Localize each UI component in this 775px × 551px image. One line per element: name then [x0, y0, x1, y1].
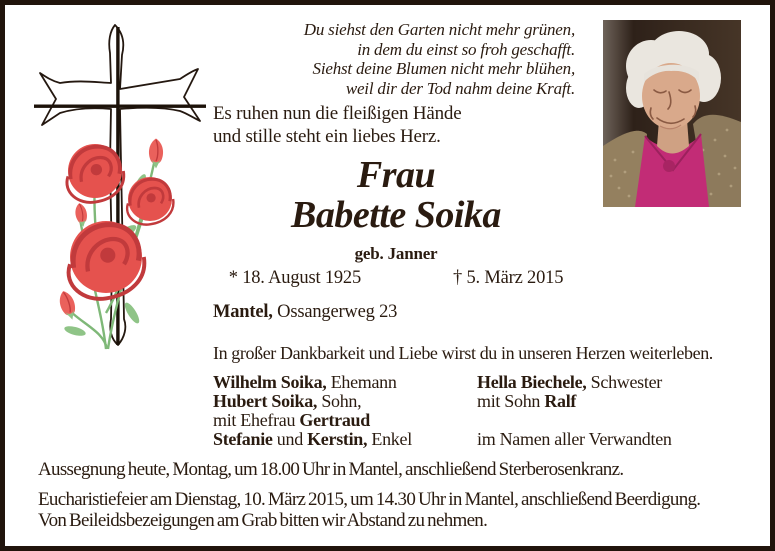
mourner-line: Wilhelm Soika, Ehemann	[213, 372, 397, 392]
rose-top	[67, 144, 124, 202]
mourner-line	[477, 411, 672, 430]
announcement-line: Eucharistiefeier am Dienstag, 10. März 2015, um 14.30 Uhr in Mantel, anschließend Beerdigung.	[38, 489, 701, 510]
residence-line: Mantel, Ossangerweg 23	[213, 302, 398, 322]
mourners-right-column	[477, 373, 672, 449]
maiden-name: geb. Janner	[354, 244, 438, 263]
opening-line: Es ruhen nun die fleißigen Hände	[213, 103, 462, 124]
rosebud-middle	[74, 202, 89, 228]
deceased-title: Frau	[356, 154, 436, 196]
poem-line: in dem du einst so froh geschafft.	[357, 39, 575, 59]
rose-large	[69, 221, 145, 299]
rose-right	[127, 177, 173, 225]
deceased-name: Babette Soika	[291, 194, 501, 236]
opening-verse	[213, 102, 461, 148]
tribute-line: In großer Dankbarkeit und Liebe wirst du in unseren Herzen weiterleben.	[213, 343, 713, 363]
mourners-left-column	[213, 373, 412, 449]
mourner-line: mit Ehefrau Gertraud	[213, 410, 370, 430]
life-dates	[213, 268, 579, 289]
mourner-line: im Namen aller Verwandten	[477, 429, 672, 449]
announcement-eucharistiefeier	[38, 490, 754, 531]
rosebud-upper	[149, 139, 163, 169]
poem-line: Siehst deine Blumen nicht mehr blühen,	[312, 59, 575, 78]
face	[642, 63, 700, 129]
mourner-line: Hella Biechele, Schwester	[477, 372, 662, 392]
memorial-poem	[255, 20, 575, 98]
opening-line: und stille steht ein liebes Herz.	[213, 126, 441, 147]
poem-line: Du siehst den Garten nicht mehr grünen,	[303, 20, 575, 39]
announcement-line: Von Beileidsbezeigungen am Grab bitten wir Abstand zu nehmen.	[38, 509, 488, 531]
mourner-line: mit Sohn Ralf	[477, 391, 577, 411]
death-date: † 5. März 2015	[453, 268, 564, 288]
portrait-drawing	[603, 20, 741, 207]
mourner-line: Hubert Soika, Sohn,	[213, 391, 362, 411]
cross-roses-illustration	[28, 13, 220, 358]
mourner-line: Stefanie und Kerstin, Enkel	[213, 429, 412, 449]
birth-date: * 18. August 1925	[228, 268, 362, 288]
cross-horizontal-bar	[34, 105, 206, 108]
portrait-photo	[603, 20, 741, 207]
poem-line: weil dir der Tod nahm deine Kraft.	[345, 78, 575, 98]
deceased-name-block	[213, 155, 579, 289]
cross-roses-drawing	[28, 13, 220, 358]
announcement-aussegnung: Aussegnung heute, Montag, um 18.00 Uhr in Mantel, anschließend Sterberosenkranz.	[38, 459, 624, 480]
